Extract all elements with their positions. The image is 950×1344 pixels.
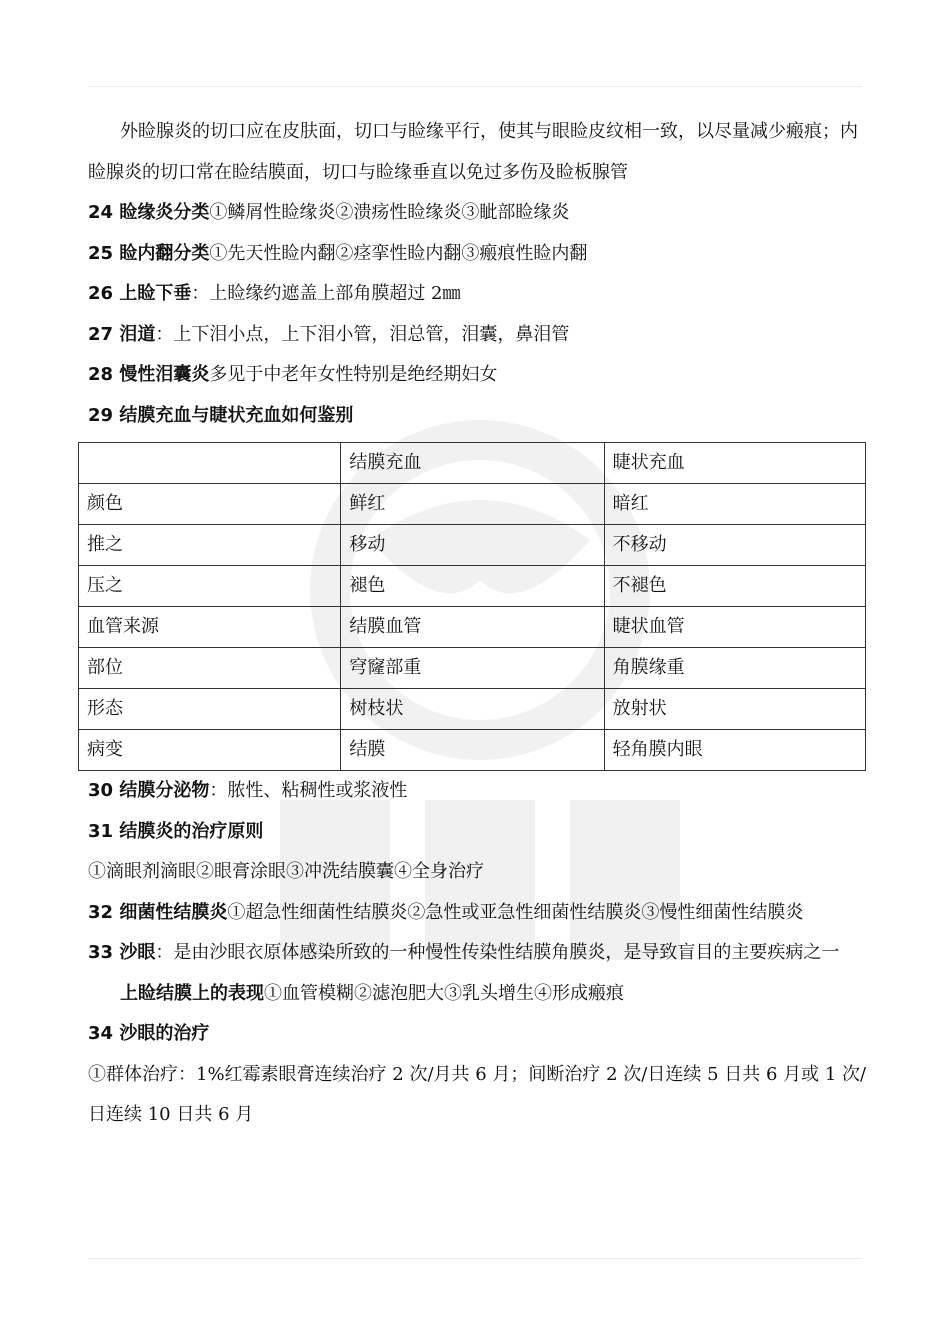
top-rule [88,86,862,87]
table-row [79,730,866,771]
item-34-label: 34 沙眼的治疗 [88,1023,210,1044]
table-cell: 结膜血管 [341,607,604,648]
table-row [79,607,866,648]
item-25 [88,234,868,275]
item-33-label: 33 沙眼 [88,942,156,963]
table-cell: 褪色 [341,566,604,607]
table-row [79,689,866,730]
table-cell: 鲜红 [341,484,604,525]
item-34 [88,1014,868,1055]
table-cell: 颜色 [79,484,341,525]
table-cell: 推之 [79,525,341,566]
table-cell: 不移动 [604,525,865,566]
item-28-text: 多见于中老年女性特别是绝经期妇女 [209,364,498,385]
table-cell: 血管来源 [79,607,341,648]
item-30-text: ：脓性、粘稠性或浆液性 [209,780,408,801]
table-cell: 移动 [341,525,604,566]
bottom-rule [88,1258,862,1259]
table-header-cell: 睫状充血 [604,443,865,484]
table-header-cell: 结膜充血 [341,443,604,484]
item-29 [88,396,868,437]
hyperemia-comparison-table [78,442,866,771]
intro-paragraph: 外睑腺炎的切口应在皮肤面，切口与睑缘平行，使其与眼睑皮纹相一致，以尽量减少瘢痕；内睑腺炎的切口常在睑结膜面，切口与睑缘垂直以免过多伤及睑板腺管 [88,121,858,183]
item-30-label: 30 结膜分泌物 [88,780,210,801]
item-28-label: 28 慢性泪囊炎 [88,364,210,385]
item-29-label: 29 结膜充血与睫状充血如何鉴别 [88,404,354,426]
item-33-sub-text: ①血管模糊②滤泡肥大③乳头增生④形成瘢痕 [264,982,624,1004]
item-31-text: ①滴眼剂滴眼②眼膏涂眼③冲洗结膜囊④全身治疗 [88,861,484,882]
item-27-text: ：上下泪小点，上下泪小管，泪总管，泪囊，鼻泪管 [155,323,570,345]
item-34-text: ①群体治疗：1%红霉素眼膏连续治疗 2 次/月共 6 月；间断治疗 2 次/日连续 5 日共 6 月或 1 次/日连续 10 日共 6 月 [88,1063,867,1125]
item-33-sub-label: 上睑结膜上的表现 [120,982,264,1004]
table-cell: 树枝状 [341,689,604,730]
table-cell: 穹窿部重 [341,648,604,689]
item-24 [88,193,868,234]
table-cell: 角膜缘重 [604,648,865,689]
item-33-sub [88,974,868,1015]
item-30 [88,771,868,812]
item-33-text: ：是由沙眼衣原体感染所致的一种慢性传染性结膜角膜炎，是导致盲目的主要疾病之一 [155,942,840,963]
table-cell: 不褪色 [604,566,865,607]
item-32 [88,893,868,934]
item-26-text: ：上睑缘约遮盖上部角膜超过 2㎜ [191,283,461,304]
table-cell: 部位 [79,648,341,689]
item-24-label: 24 睑缘炎分类 [88,202,210,223]
table-cell: 睫状血管 [604,607,865,648]
item-24-text: ①鳞屑性睑缘炎②溃疡性睑缘炎③眦部睑缘炎 [209,202,570,223]
item-27 [88,315,868,356]
table-header-cell [79,443,341,484]
item-31 [88,812,868,853]
table-cell: 轻角膜内眼 [604,730,865,771]
item-28 [88,355,868,396]
table-cell: 结膜 [341,730,604,771]
item-26 [88,274,868,315]
table-cell: 放射状 [604,689,865,730]
table-cell: 压之 [79,566,341,607]
item-32-text: ①超急性细菌性结膜炎②急性或亚急性细菌性结膜炎③慢性细菌性结膜炎 [227,901,804,923]
table-row [79,525,866,566]
item-32-label: 32 细菌性结膜炎 [88,901,228,923]
item-27-label: 27 泪道 [88,323,156,345]
item-26-label: 26 上睑下垂 [88,283,192,304]
table-cell: 暗红 [604,484,865,525]
document-body [88,112,868,1136]
table-cell: 病变 [79,730,341,771]
item-25-label: 25 睑内翻分类 [88,242,210,264]
item-31-label: 31 结膜炎的治疗原则 [88,820,264,842]
item-33 [88,933,868,974]
table-row [79,484,866,525]
table-header-row [79,443,866,484]
item-25-text: ①先天性睑内翻②痉挛性睑内翻③瘢痕性睑内翻 [209,242,588,264]
table-row [79,566,866,607]
table-row [79,648,866,689]
table-cell: 形态 [79,689,341,730]
